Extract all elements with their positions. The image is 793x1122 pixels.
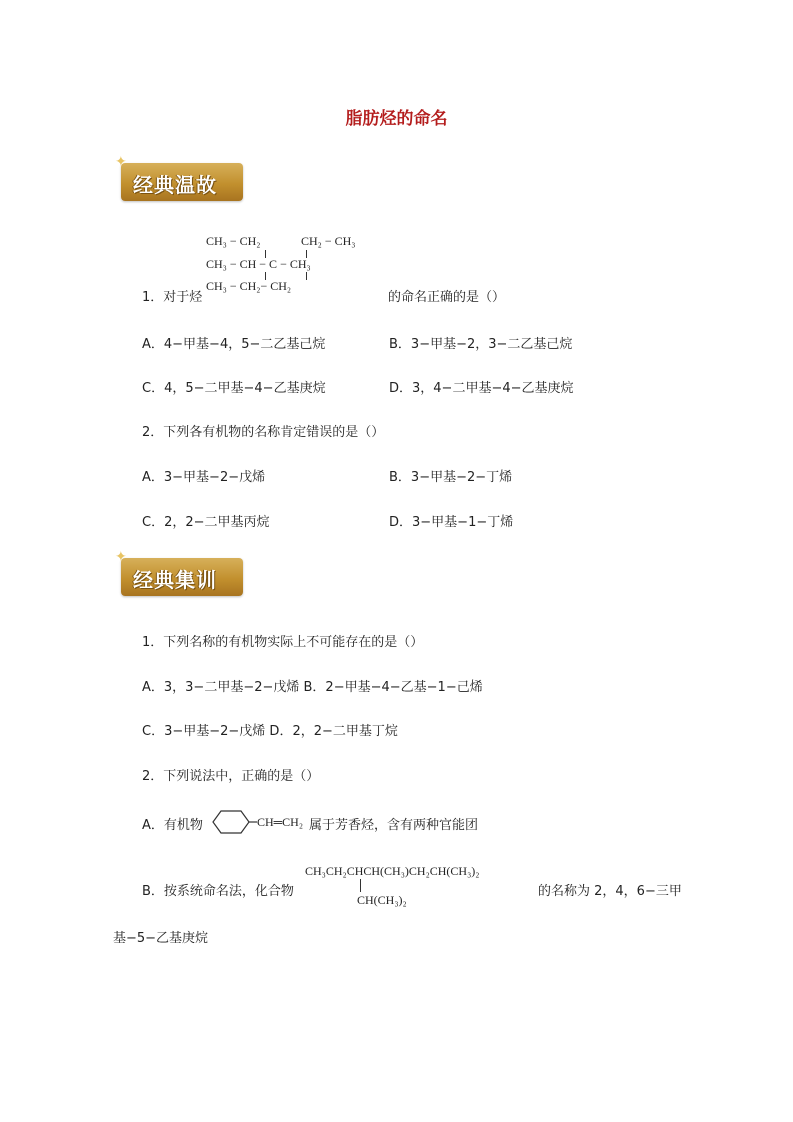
bond-vertical-branch (360, 879, 361, 892)
question-1-suffix: 的命名正确的是（） (388, 290, 506, 305)
option-b-continuation: 基−5−乙基庚烷 (113, 931, 209, 946)
section-badge-label: 经典集训 (133, 568, 217, 592)
option-a-suffix: 属于芳香烃，含有两种官能团 (309, 818, 479, 833)
option-c[interactable]: C．4，5−二甲基−4−乙基庚烷 (142, 381, 326, 396)
section-badge-practice (115, 549, 243, 596)
option-b[interactable]: B．3−甲基−2，3−二乙基己烷 (389, 337, 573, 352)
options-line-ab[interactable]: A．3，3−二甲基−2−戊烯 B．2−甲基−4−乙基−1−己烯 (142, 680, 483, 695)
option-d[interactable]: D．3，4−二甲基−4−乙基庚烷 (389, 381, 574, 396)
option-b[interactable]: B．3−甲基−2−丁烯 (389, 470, 513, 485)
benzene-ring-icon (205, 808, 257, 836)
question-1-text: 1．下列名称的有机物实际上不可能存在的是（） (142, 635, 424, 650)
page-title: 脂肪烃的命名 (345, 109, 448, 129)
star-icon: ✦ (115, 154, 127, 170)
option-a-prefix[interactable]: A．有机物 (142, 818, 203, 833)
formula-row-1-left: CH₃ − CH₂ (206, 234, 261, 248)
star-icon: ✦ (115, 549, 127, 565)
option-a[interactable]: A．3−甲基−2−戊烯 (142, 470, 266, 485)
question-2-text: 2．下列说法中，正确的是（） (142, 769, 320, 784)
condensed-formula-branch: CH(CH₃)₂ (357, 893, 407, 907)
question-1-prefix: 1．对于烃 (142, 290, 203, 305)
option-b-prefix[interactable]: B．按系统命名法，化合物 (142, 884, 294, 899)
section-badge-review (115, 154, 243, 201)
formula-row-2: CH₃ − CH − C − CH₃ (206, 257, 311, 271)
question-2-text: 2．下列各有机物的名称肯定错误的是（） (142, 425, 385, 440)
option-a[interactable]: A．4−甲基−4，5−二乙基己烷 (142, 337, 326, 352)
option-d[interactable]: D．3−甲基−1−丁烯 (389, 515, 514, 530)
options-line-cd[interactable]: C．3−甲基−2−戊烯 D．2，2−二甲基丁烷 (142, 724, 398, 739)
section-badge-label: 经典温故 (133, 173, 217, 197)
condensed-formula-main: CH₃CH₂CHCH(CH₃)CH₂CH(CH₃)₂ (305, 864, 480, 878)
option-b-suffix: 的名称为 2，4，6−三甲 (538, 884, 682, 899)
formula-row-3: CH₃ − CH₂− CH₂ (206, 279, 292, 293)
formula-row-1-right: CH₂ − CH₃ (301, 234, 356, 248)
vinyl-group: CH═CH₂ (257, 815, 304, 829)
bond-vertical-4 (306, 272, 307, 280)
option-c[interactable]: C．2，2−二甲基丙烷 (142, 515, 270, 530)
